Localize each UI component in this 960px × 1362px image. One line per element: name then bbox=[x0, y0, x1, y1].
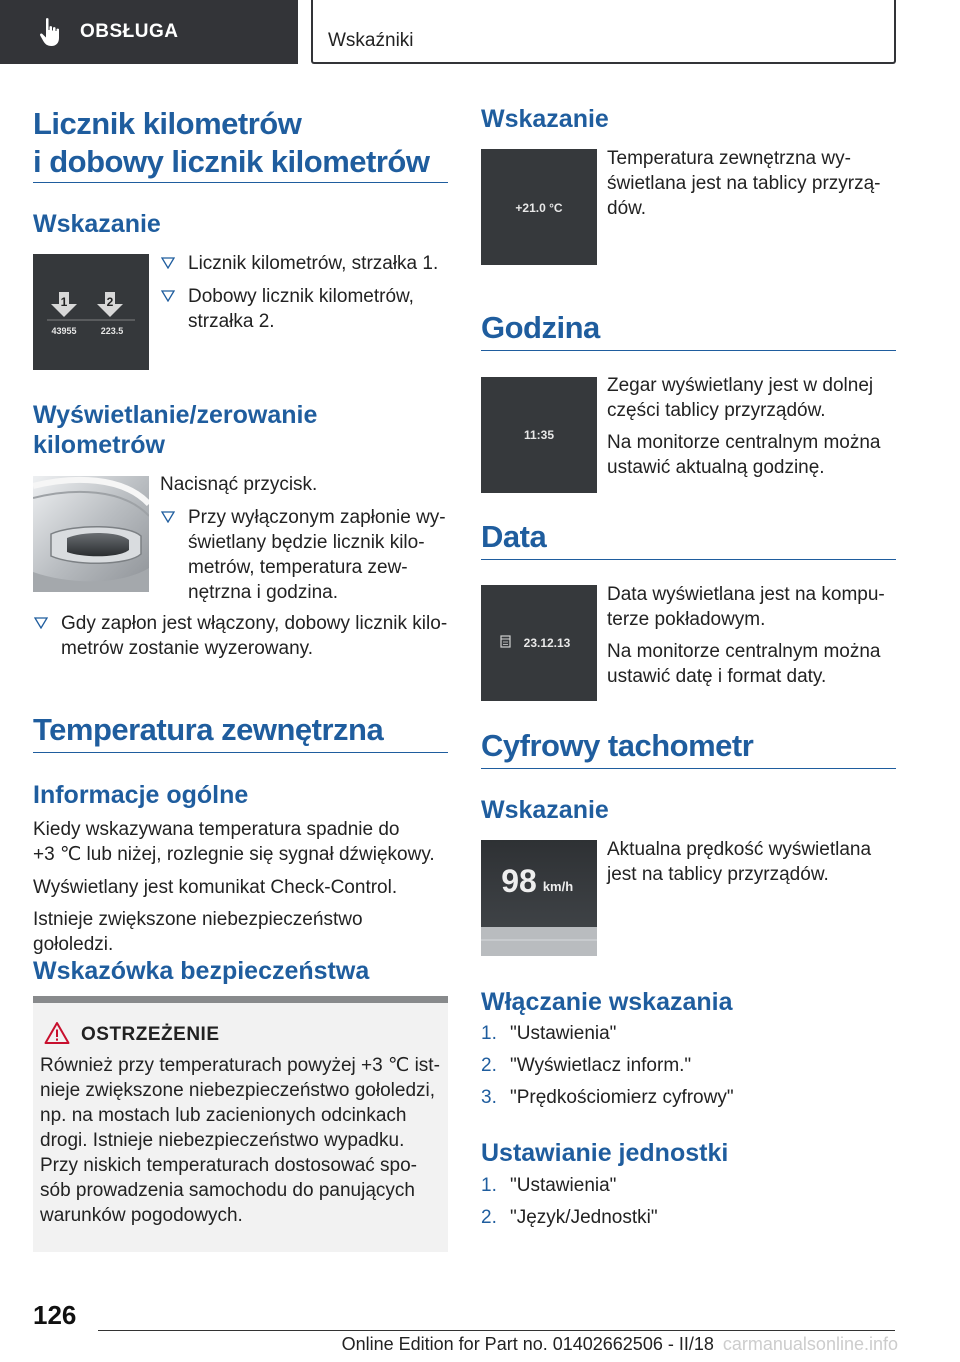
clock-rule bbox=[481, 350, 896, 351]
clock-text-1: Zegar wyświetlany jest w dolnej części tablicy przyrządów. bbox=[607, 375, 874, 421]
page-number: 126 bbox=[33, 1300, 77, 1330]
list-item: 2. "Język/Jednostki" bbox=[481, 1207, 658, 1228]
chapter-tab bbox=[311, 0, 896, 64]
odometer-title-line-1: Licznik kilometrów bbox=[33, 106, 302, 141]
warning-top-bar bbox=[33, 996, 448, 1003]
page-header bbox=[0, 0, 960, 66]
date-value: 23.12.13 bbox=[523, 636, 571, 650]
speed-unit: km/h bbox=[542, 879, 574, 894]
temp-display-text: Temperatura zewnętrzna wy- świetlana jest na tablicy przyrzą- dów. bbox=[607, 148, 881, 219]
warning-text: Również przy temperaturach powyżej +3 ℃ ist- nieje zwiększone niebezpieczeństwo gołoledzi, np. na mostach lub zacienionych odcinkach drogi. Istnieje niebezpieczeństwo wypadku. Przy niskich temperaturach dostosować spo- sób prowadzenia samochodu do panujących warunków pogodowych. bbox=[40, 1055, 440, 1226]
temperature-display-image bbox=[481, 149, 597, 265]
enable-steps bbox=[481, 1021, 896, 1110]
bullet-item: Dobowy licznik kilometrów, strzałka 2. bbox=[160, 284, 450, 334]
list-item: 1. "Ustawienia" bbox=[481, 1175, 617, 1196]
chapter-title: Wskaźniki bbox=[328, 30, 414, 51]
tachometer-display-image bbox=[481, 840, 597, 956]
date-text-1: Data wyświetlana jest na kompu- terze pokładowym. bbox=[607, 584, 885, 630]
display-bullets bbox=[160, 251, 450, 334]
safety-heading: Wskazówka bezpieczeństwa bbox=[33, 957, 370, 985]
odometer-value: 43955 bbox=[51, 326, 77, 336]
clock-display-image bbox=[481, 377, 597, 493]
bullet-item: Licznik kilometrów, strzałka 1. bbox=[160, 251, 450, 276]
temperature-value: +21.0 °C bbox=[515, 201, 563, 215]
general-paragraph-3: Istnieje zwiększone niebezpieczeństwo gołoledzi. bbox=[33, 909, 363, 955]
title-rule bbox=[33, 182, 448, 183]
temp-rule bbox=[33, 752, 448, 753]
reset-intro: Nacisnąć przycisk. bbox=[160, 474, 318, 495]
arrow-2-label: 2 bbox=[106, 295, 114, 309]
tacho-text: Aktualna prędkość wyświetlana jest na tablicy przyrządów. bbox=[607, 839, 872, 885]
date-title: Data bbox=[481, 519, 547, 554]
enable-heading: Włączanie wskazania bbox=[481, 988, 733, 1016]
list-item: 2. "Wyświetlacz inform." bbox=[481, 1055, 692, 1076]
list-item: 1. "Ustawienia" bbox=[481, 1023, 617, 1044]
clock-title: Godzina bbox=[481, 310, 600, 345]
tacho-title: Cyfrowy tachometr bbox=[481, 728, 754, 763]
warning-triangle-icon bbox=[44, 1021, 70, 1045]
odometer-title bbox=[33, 105, 448, 181]
temp-title: Temperatura zewnętrzna bbox=[33, 712, 384, 747]
reset-heading: Wyświetlanie/zerowanie kilometrów bbox=[33, 401, 318, 459]
tacho-rule bbox=[481, 768, 896, 769]
speed-value: 98 bbox=[501, 863, 537, 899]
reset-button-image bbox=[33, 476, 149, 592]
display-heading: Wskazanie bbox=[33, 210, 161, 238]
reset-bullet-1: Przy wyłączonym zapłonie wy- świetlany będzie licznik kilo- metrów, temperatura zew- nętrzna i godzina. bbox=[160, 505, 450, 605]
date-display-image bbox=[481, 585, 597, 701]
temp-display-heading: Wskazanie bbox=[481, 105, 609, 133]
hand-pointer-icon bbox=[38, 17, 62, 47]
warning-box bbox=[33, 996, 448, 1252]
unit-heading: Ustawianie jednostki bbox=[481, 1139, 729, 1167]
general-paragraph-2: Wyświetlany jest komunikat Check-Control. bbox=[33, 877, 398, 898]
unit-steps bbox=[481, 1173, 896, 1230]
clock-value: 11:35 bbox=[523, 428, 555, 442]
edition-text: Online Edition for Part no. 01402662506 - II/18 carmanualsonline.info bbox=[341, 1334, 898, 1354]
triangle-bullet-icon bbox=[161, 257, 175, 269]
tacho-display-heading: Wskazanie bbox=[481, 796, 609, 824]
watermark: carmanualsonline.info bbox=[722, 1334, 898, 1354]
arrow-1-label: 1 bbox=[60, 295, 68, 309]
clock-text-2: Na monitorze centralnym można ustawić aktualną godzinę. bbox=[607, 432, 881, 478]
date-rule bbox=[481, 559, 896, 560]
section-tab bbox=[0, 0, 298, 64]
reset-bullet-2: Gdy zapłon jest włączony, dobowy licznik kilo- metrów zostanie wyzerowany. bbox=[33, 611, 453, 661]
general-heading: Informacje ogólne bbox=[33, 781, 249, 809]
section-title: OBSŁUGA bbox=[80, 21, 179, 42]
odometer-display-image bbox=[33, 254, 149, 370]
footer-rule bbox=[98, 1330, 895, 1331]
list-item: 3. "Prędkościomierz cyfrowy" bbox=[481, 1087, 734, 1108]
triangle-bullet-icon bbox=[161, 290, 175, 302]
triangle-bullet-icon bbox=[34, 617, 48, 629]
warning-title: OSTRZEŻENIE bbox=[81, 1024, 220, 1045]
trip-value: 223.5 bbox=[100, 326, 124, 336]
date-text-2: Na monitorze centralnym można ustawić datę i format daty. bbox=[607, 641, 881, 687]
triangle-bullet-icon bbox=[161, 511, 175, 523]
general-paragraph-1: Kiedy wskazywana temperatura spadnie do +3 ℃ lub niżej, rozlegnie się sygnał dźwiękowy. bbox=[33, 819, 435, 865]
odometer-title-line-2: i dobowy licznik kilometrów bbox=[33, 144, 430, 179]
